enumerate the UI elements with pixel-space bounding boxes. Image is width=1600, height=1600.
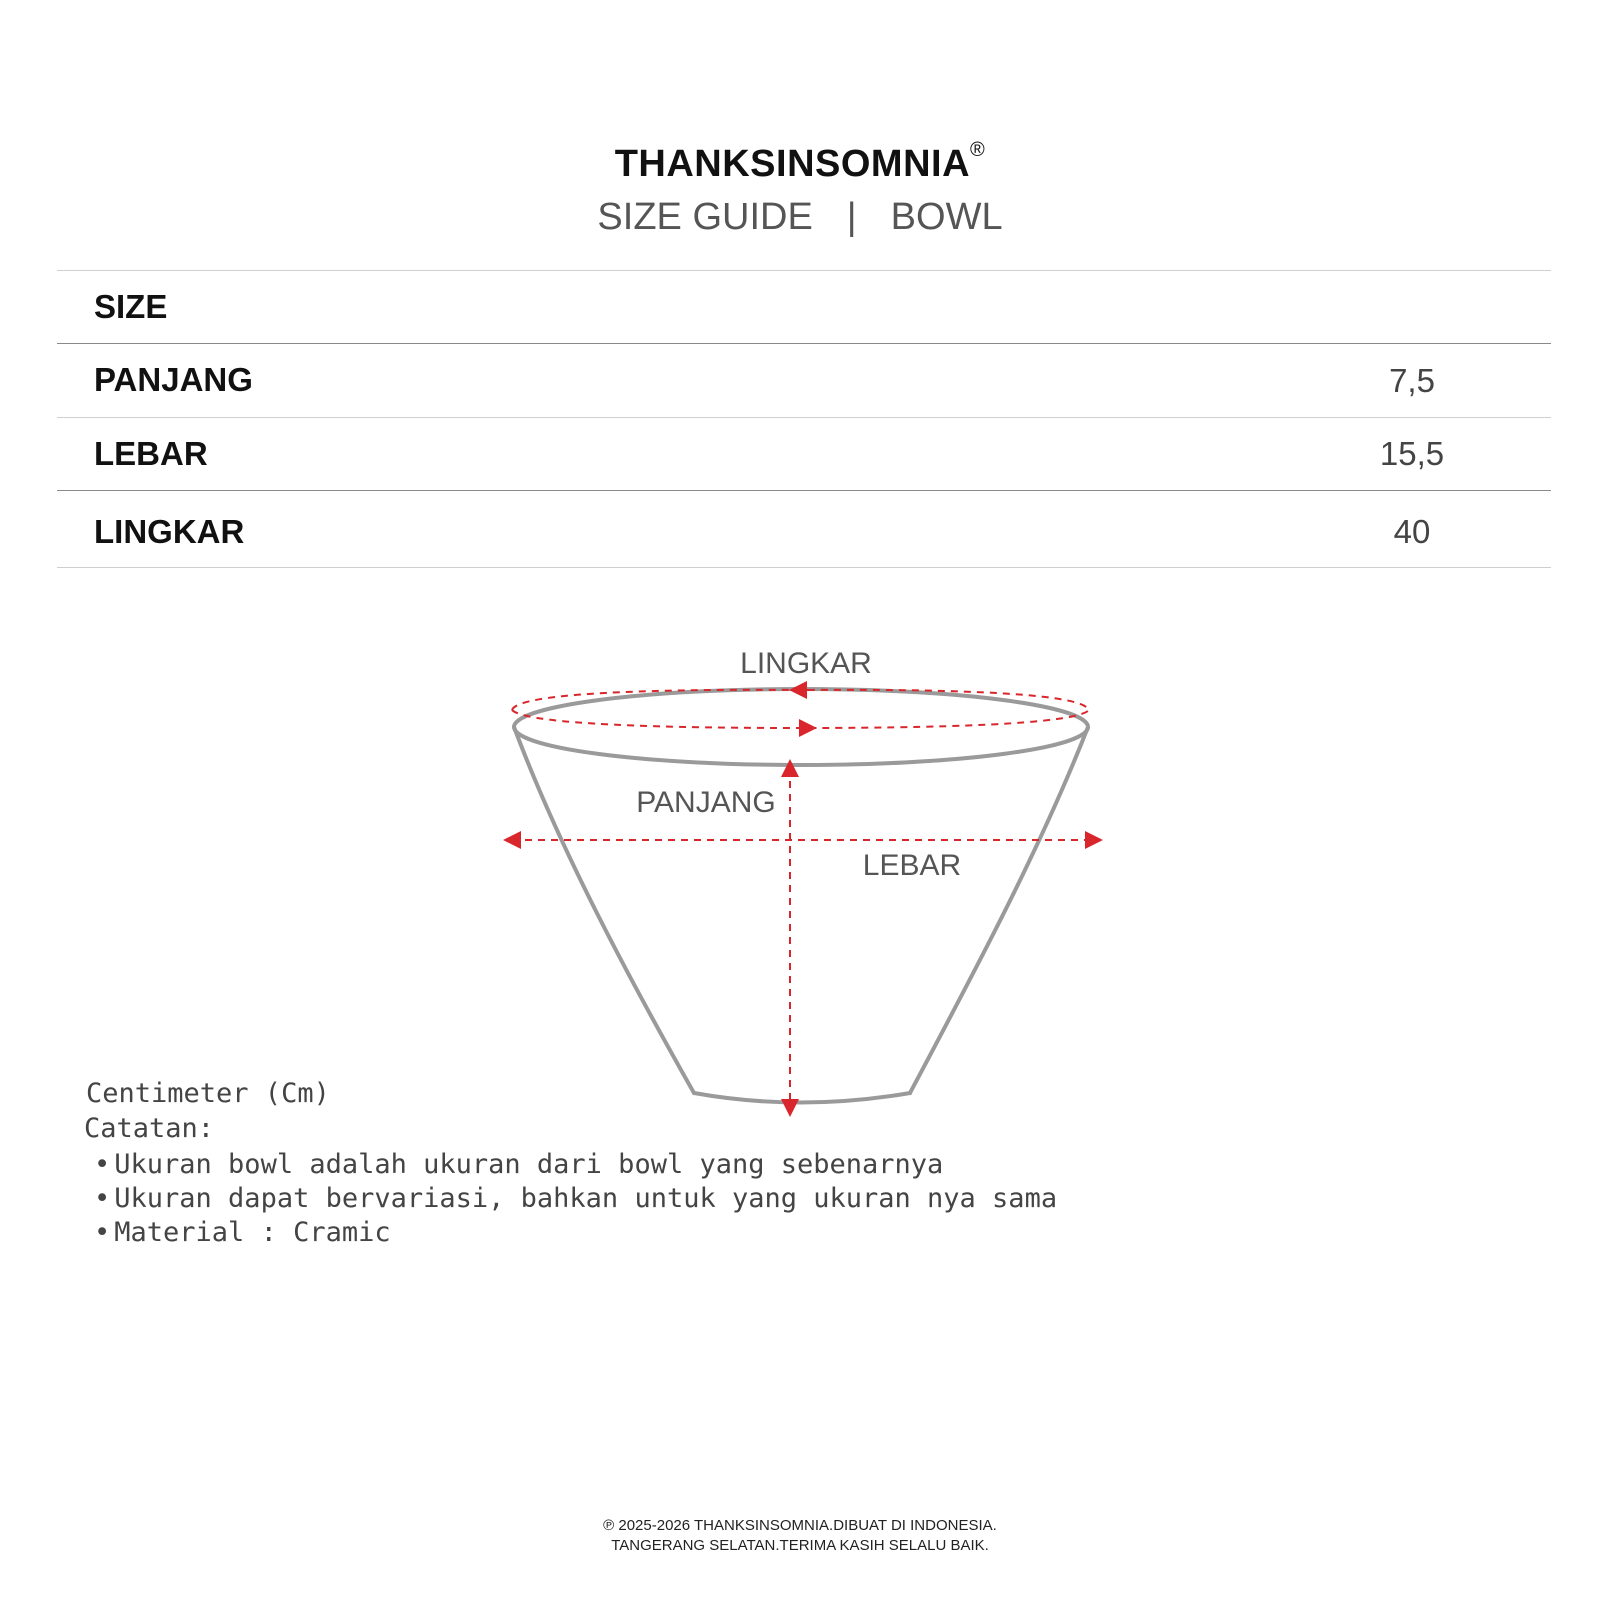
bowl-right-wall (910, 727, 1088, 1093)
bullet-icon: • (94, 1149, 111, 1180)
list-item (84, 1216, 1057, 1250)
brand-name: THANKSINSOMNIA (614, 143, 971, 185)
table-heading: SIZE (94, 288, 168, 325)
registered-mark: ® (970, 139, 986, 161)
subtitle-separator: | (846, 196, 857, 238)
footer (0, 1516, 1600, 1556)
row-label-panjang: PANJANG (94, 361, 253, 398)
list-item (84, 1182, 1057, 1216)
bowl-base (694, 1093, 910, 1103)
note-text: Material : Cramic (114, 1217, 391, 1248)
diagram-label-lingkar: LINGKAR (740, 647, 872, 680)
notes-section (84, 1113, 1057, 1250)
row-value-lebar: 15,5 (1379, 435, 1445, 472)
note-text: Ukuran dapat bervariasi, bahkan untuk yang ukuran nya sama (114, 1183, 1058, 1214)
notes-title: Catatan: (84, 1113, 215, 1144)
subtitle-size-guide: SIZE GUIDE (597, 196, 813, 238)
bullet-icon: • (94, 1183, 111, 1214)
row-label-lingkar: LINGKAR (94, 513, 245, 550)
row-value-panjang: 7,5 (1389, 362, 1435, 399)
circumference-indicator (512, 690, 1089, 728)
diagram-label-panjang: PANJANG (636, 786, 776, 819)
unit-label: Centimeter (Cm) (86, 1078, 330, 1109)
bowl-outline (514, 689, 1088, 1103)
diagram-label-lebar: LEBAR (862, 849, 962, 882)
bullet-icon: • (94, 1217, 111, 1248)
footer-location: TANGERANG SELATAN.TERIMA KASIH SELALU BAIK. (611, 1537, 989, 1554)
notes-list (84, 1148, 1057, 1250)
row-value-lingkar: 40 (1393, 513, 1431, 550)
subtitle-product: BOWL (890, 196, 1003, 238)
footer-copyright: ℗ 2025-2026 THANKSINSOMNIA.DIBUAT DI INDONESIA. (603, 1517, 997, 1534)
note-text: Ukuran bowl adalah ukuran dari bowl yang sebenarnya (114, 1149, 944, 1180)
row-label-lebar: LEBAR (94, 435, 208, 472)
circumference-front-arc (512, 710, 1089, 728)
list-item (84, 1148, 1057, 1182)
bowl-left-wall (514, 727, 694, 1093)
